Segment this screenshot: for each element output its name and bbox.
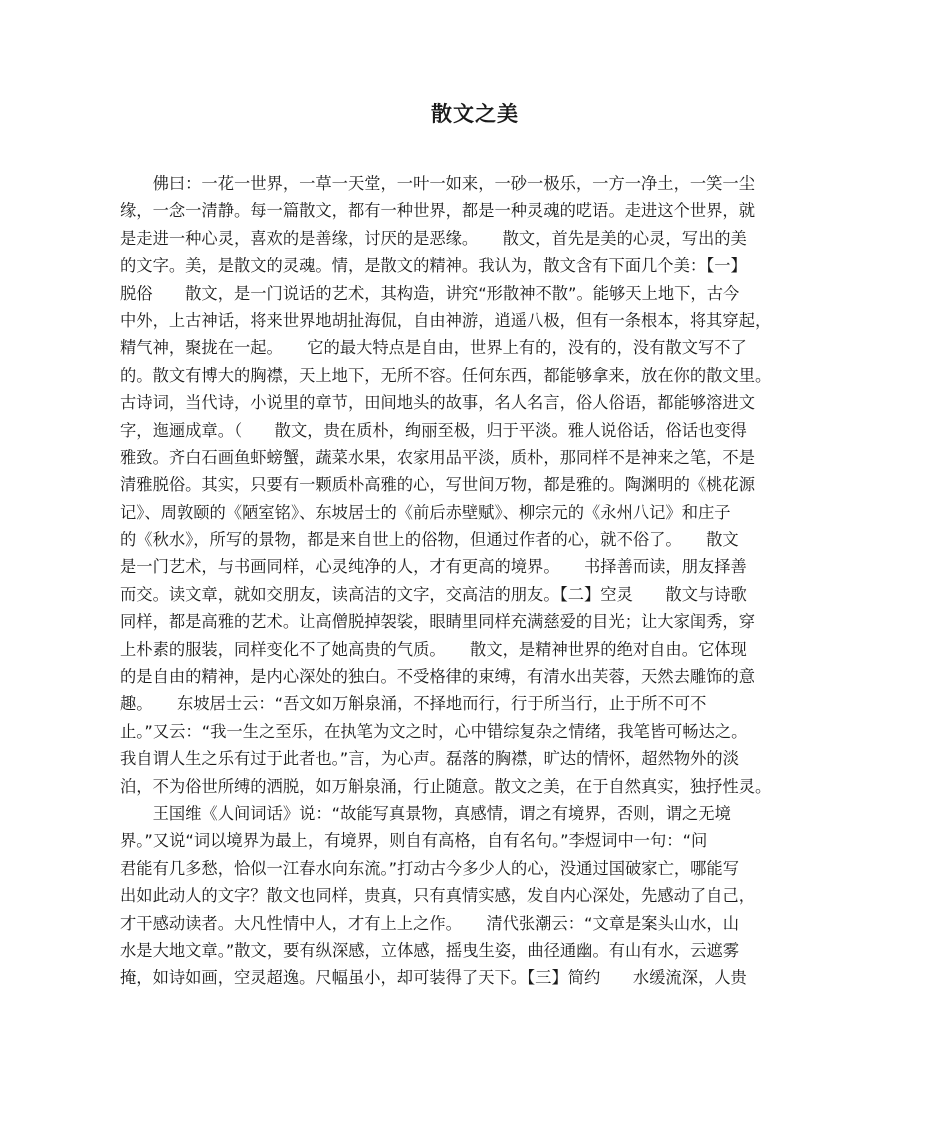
text-line: 我自谓人生之乐有过于此者也。”言，为心声。磊落的胸襟，旷达的情怀，超然物外的淡 [120, 749, 739, 769]
text-line: 同样，都是高雅的艺术。让高僧脱掉袈裟，眼睛里同样充满慈爱的目光；让大家闺秀，穿 [120, 612, 755, 632]
text-line: 掩，如诗如画，空灵超逸。尺幅虽小，却可装得了天下。【三】简约 水缓流深，人贵 [120, 968, 747, 988]
text-line: 趣。 东坡居士云：“吾文如万斛泉涌，不择地而行，行于所当行，止于所不可不 [120, 694, 707, 714]
text-line: 的《秋水》，所写的景物，都是来自世上的俗物，但通过作者的心，就不俗了。 散文 [120, 530, 739, 550]
text-line: 而交。读文章，就如交朋友，读高洁的文字，交高洁的朋友。【二】空灵 散文与诗歌 [120, 584, 747, 604]
text-line: 是一门艺术，与书画同样，心灵纯净的人，才有更高的境界。 书择善而读，朋友择善 [120, 557, 747, 577]
text-line: 君能有几多愁，恰似一江春水向东流。”打动古今多少人的心，没通过国破家亡，哪能写 [120, 858, 739, 878]
document-title: 散文之美 [431, 102, 519, 126]
text-line: 是走进一种心灵，喜欢的是善缘，讨厌的是恶缘。 散文，首先是美的心灵，写出的美 [120, 228, 747, 248]
text-line: 的文字。美，是散文的灵魂。情，是散文的精神。我认为，散文含有下面几个美：【一】 [120, 256, 747, 276]
text-line: 王国维《人间词话》说：“故能写真景物，真感情，谓之有境界，否则，谓之无境 [120, 803, 731, 823]
text-line: 佛曰：一花一世界，一草一天堂，一叶一如来，一砂一极乐，一方一净土，一笑一尘 [120, 174, 755, 193]
text-line: 止。”又云：“我一生之至乐，在执笔为文之时，心中错综复杂之情绪，我笔皆可畅达之。 [120, 721, 748, 741]
text-line: 出如此动人的文字？散文也同样，贵真，只有真情实感，发自内心深处，先感动了自己， [120, 886, 755, 906]
text-line: 清雅脱俗。其实，只要有一颗质朴高雅的心，写世间万物，都是雅的。陶渊明的《桃花源 [120, 475, 755, 495]
text-line: 界。”又说“词以境界为最上，有境界，则自有高格，自有名句。”李煜词中一句：“问 [120, 831, 708, 851]
document-body [120, 170, 830, 992]
text-line: 脱俗 散文，是一门说话的艺术，其构造，讲究“形散神不散”。能够天上地下，古今 [120, 283, 740, 303]
text-line: 的是自由的精神，是内心深处的独白。不受格律的束缚，有清水出芙蓉，天然去雕饰的意 [120, 667, 755, 687]
text-line: 古诗词，当代诗，小说里的章节，田间地头的故事，名人名言，俗人俗语，都能够溶进文 [120, 393, 755, 413]
text-line: 字，迤逦成章。（ 散文，贵在质朴，绚丽至极，归于平淡。雅人说俗话，俗话也变得 [120, 420, 747, 440]
text-line: 水是大地文章。”散文，要有纵深感，立体感，摇曳生姿，曲径通幽。有山有水，云遮雾 [120, 940, 739, 960]
text-line: 泊，不为俗世所缚的洒脱，如万斛泉涌，行止随意。散文之美，在于自然真实，独抒性灵。 [120, 776, 772, 796]
text-line: 缘，一念一清静。每一篇散文，都有一种世界，都是一种灵魂的呓语。走进这个世界，就 [120, 201, 755, 221]
text-line: 雅致。齐白石画鱼虾螃蟹，蔬菜水果，农家用品平淡，质朴，那同样不是神来之笔，不是 [120, 447, 755, 467]
text-line: 精气神，聚拢在一起。 它的最大特点是自由，世界上有的，没有的，没有散文写不了 [120, 338, 747, 358]
text-line: 的。散文有博大的胸襟，天上地下，无所不容。任何东西，都能够拿来，放在你的散文里。 [120, 365, 772, 385]
text-line: 中外，上古神话，将来世界地胡扯海侃，自由神游，逍遥八极，但有一条根本，将其穿起， [120, 310, 772, 330]
text-line: 上朴素的服装，同样变化不了她高贵的气质。 散文，是精神世界的绝对自由。它体现 [120, 639, 747, 659]
text-line: 记》、周敦颐的《陋室铭》、东坡居士的《前后赤壁赋》、柳宗元的《永州八记》和庄子 [120, 502, 731, 522]
text-line: 才干感动读者。大凡性情中人，才有上上之作。 清代张潮云：“文章是案头山水，山 [120, 913, 739, 933]
